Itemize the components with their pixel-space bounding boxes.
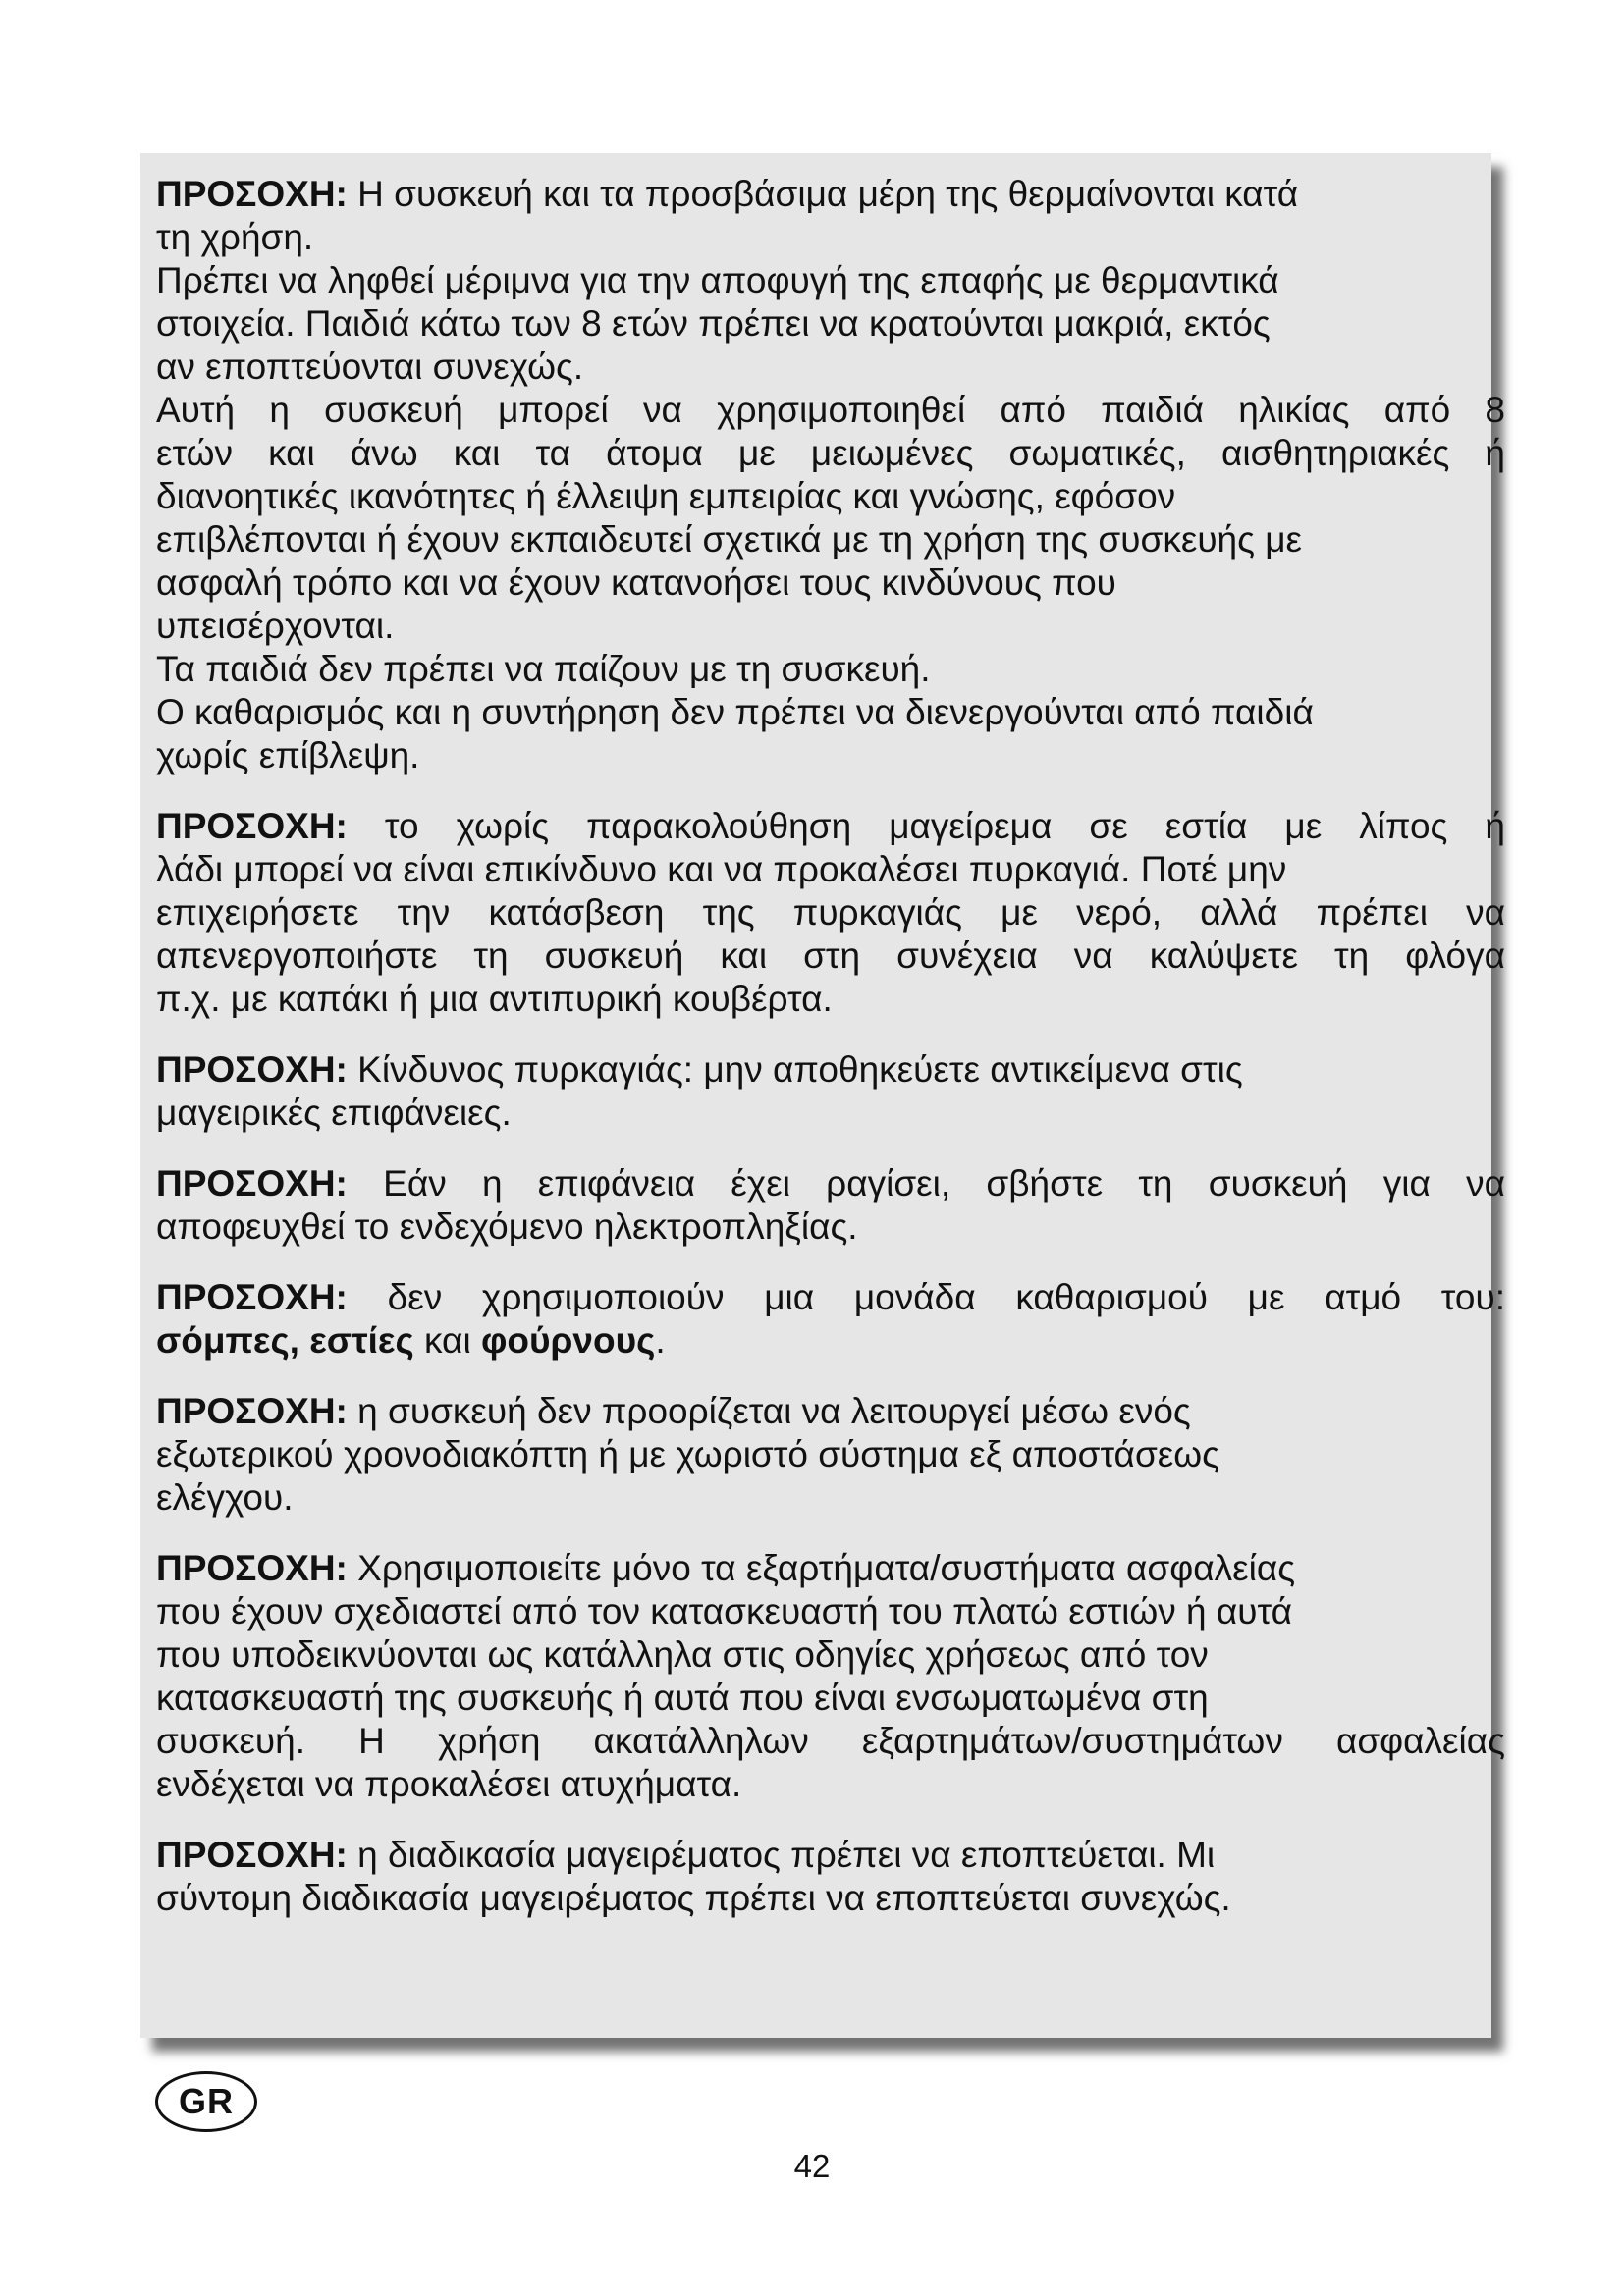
text-line: Η συσκευή και τα προσβάσιμα μέρη της θερμαίνονται κατά bbox=[347, 174, 1299, 214]
text-line: λάδι μπορεί να είναι επικίνδυνο και να προκαλέσει πυρκαγιά. Ποτέ μην bbox=[156, 849, 1287, 889]
text-line: τη χρήση. bbox=[156, 217, 314, 257]
text-line: η διαδικασία μαγειρέματος πρέπει να εποπτεύεται. Μι bbox=[347, 1835, 1216, 1875]
text-line: Τα παιδιά δεν πρέπει να παίζουν με τη συσκευή. bbox=[156, 649, 931, 689]
text-line: Πρέπει να ληφθεί μέριμνα για την αποφυγή της επαφής με θερμαντικά bbox=[156, 260, 1279, 300]
safety-text bbox=[156, 173, 1505, 1920]
text-line: η συσκευή δεν προορίζεται να λειτουργεί μέσω ενός bbox=[347, 1391, 1191, 1431]
text-line: κατασκευαστή της συσκευής ή αυτά που είναι ενσωματωμένα στη bbox=[156, 1678, 1209, 1718]
warning-label: ΠΡΟΣΟΧΗ: bbox=[156, 806, 348, 846]
warning-paragraph-fire-risk bbox=[156, 1048, 1505, 1135]
text-line: Αυτή η συσκευή μπορεί να χρησιμοποιηθεί από παιδιά ηλικίας από 8 bbox=[156, 390, 1505, 430]
text-line: επιβλέπονται ή έχουν εκπαιδευτεί σχετικά με τη χρήση της συσκευής με bbox=[156, 519, 1303, 560]
country-badge: GR bbox=[155, 2071, 257, 2132]
text-line: Χρησιμοποιείτε μόνο τα εξαρτήματα/συστήματα ασφαλείας bbox=[347, 1548, 1296, 1588]
warning-label: ΠΡΟΣΟΧΗ: bbox=[156, 1163, 348, 1203]
text-line: ενδέχεται να προκαλέσει ατυχήματα. bbox=[156, 1764, 742, 1804]
text-line: Κίνδυνος πυρκαγιάς: μην αποθηκεύετε αντικείμενα στις bbox=[347, 1049, 1243, 1090]
text-line: υπεισέρχονται. bbox=[156, 606, 395, 646]
warning-label: ΠΡΟΣΟΧΗ: bbox=[156, 1277, 348, 1317]
warning-label: ΠΡΟΣΟΧΗ: bbox=[156, 1049, 348, 1090]
text-line: Ο καθαρισμός και η συντήρηση δεν πρέπει να διενεργούνται από παιδιά bbox=[156, 692, 1314, 732]
page-number: 42 bbox=[793, 2148, 831, 2184]
warning-label: ΠΡΟΣΟΧΗ: bbox=[156, 1391, 348, 1431]
warning-paragraph-cracked-surface bbox=[156, 1162, 1505, 1249]
warning-paragraph-supervision bbox=[156, 1834, 1505, 1920]
text-line: ελέγχου. bbox=[156, 1477, 294, 1518]
text-line: ετών και άνω και τα άτομα με μειωμένες σωματικές, αισθητηριακές ή bbox=[156, 433, 1505, 473]
text-line: απενεργοποιήστε τη συσκευή και στη συνέχεια να καλύψετε τη φλόγα bbox=[156, 935, 1505, 976]
text-line: που υποδεικνύονται ως κατάλληλα στις οδηγίες χρήσεως από τον bbox=[156, 1634, 1209, 1675]
text-line: συσκευή. Η χρήση ακατάλληλων εξαρτημάτων/συστημάτων ασφαλείας bbox=[156, 1721, 1505, 1761]
text-line: μαγειρικές επιφάνειες. bbox=[156, 1093, 512, 1133]
warning-paragraph-guards bbox=[156, 1547, 1505, 1806]
text-line: διανοητικές ικανότητες ή έλλειψη εμπειρίας και γνώσης, εφόσον bbox=[156, 476, 1176, 516]
warning-paragraph-hot-surfaces bbox=[156, 173, 1505, 777]
warning-label: ΠΡΟΣΟΧΗ: bbox=[156, 1548, 348, 1588]
emphasis-text: σόμπες, εστίες bbox=[156, 1320, 414, 1361]
text-line: αποφευχθεί το ενδεχόμενο ηλεκτροπληξίας. bbox=[156, 1206, 858, 1247]
text-line: ασφαλή τρόπο και να έχουν κατανοήσει τους κινδύνους που bbox=[156, 562, 1116, 603]
emphasis-text: φούρνους bbox=[480, 1320, 656, 1361]
text-line: το χωρίς παρακολούθηση μαγείρεμα σε εστία με λίπος ή bbox=[347, 806, 1505, 846]
text-line: αν εποπτεύονται συνεχώς. bbox=[156, 347, 584, 387]
warning-paragraph-external-timer bbox=[156, 1390, 1505, 1520]
text-fragment: και bbox=[413, 1320, 481, 1361]
text-line: δεν χρησιμοποιούν μια μονάδα καθαρισμού με ατμό του: bbox=[347, 1277, 1505, 1317]
text-line: σύντομη διαδικασία μαγειρέματος πρέπει να εποπτεύεται συνεχώς. bbox=[156, 1878, 1231, 1918]
text-line: εξωτερικού χρονοδιακόπτη ή με χωριστό σύστημα εξ αποστάσεως bbox=[156, 1434, 1219, 1474]
text-line: π.χ. με καπάκι ή μια αντιπυρική κουβέρτα. bbox=[156, 979, 833, 1019]
warning-paragraph-fat-oil bbox=[156, 805, 1505, 1021]
warning-label: ΠΡΟΣΟΧΗ: bbox=[156, 1835, 348, 1875]
text-line: Εάν η επιφάνεια έχει ραγίσει, σβήστε τη συσκευή για να bbox=[347, 1163, 1505, 1203]
text-line: επιχειρήσετε την κατάσβεση της πυρκαγιάς με νερό, αλλά πρέπει να bbox=[156, 892, 1505, 933]
text-line: στοιχεία. Παιδιά κάτω των 8 ετών πρέπει να κρατούνται μακριά, εκτός bbox=[156, 303, 1271, 344]
text-line: που έχουν σχεδιαστεί από τον κατασκευαστή του πλατώ εστιών ή αυτά bbox=[156, 1591, 1293, 1631]
warning-label: ΠΡΟΣΟΧΗ: bbox=[156, 174, 348, 214]
text-fragment: . bbox=[655, 1320, 666, 1361]
text-line: χωρίς επίβλεψη. bbox=[156, 735, 420, 775]
warning-paragraph-steam-cleaner bbox=[156, 1276, 1505, 1362]
